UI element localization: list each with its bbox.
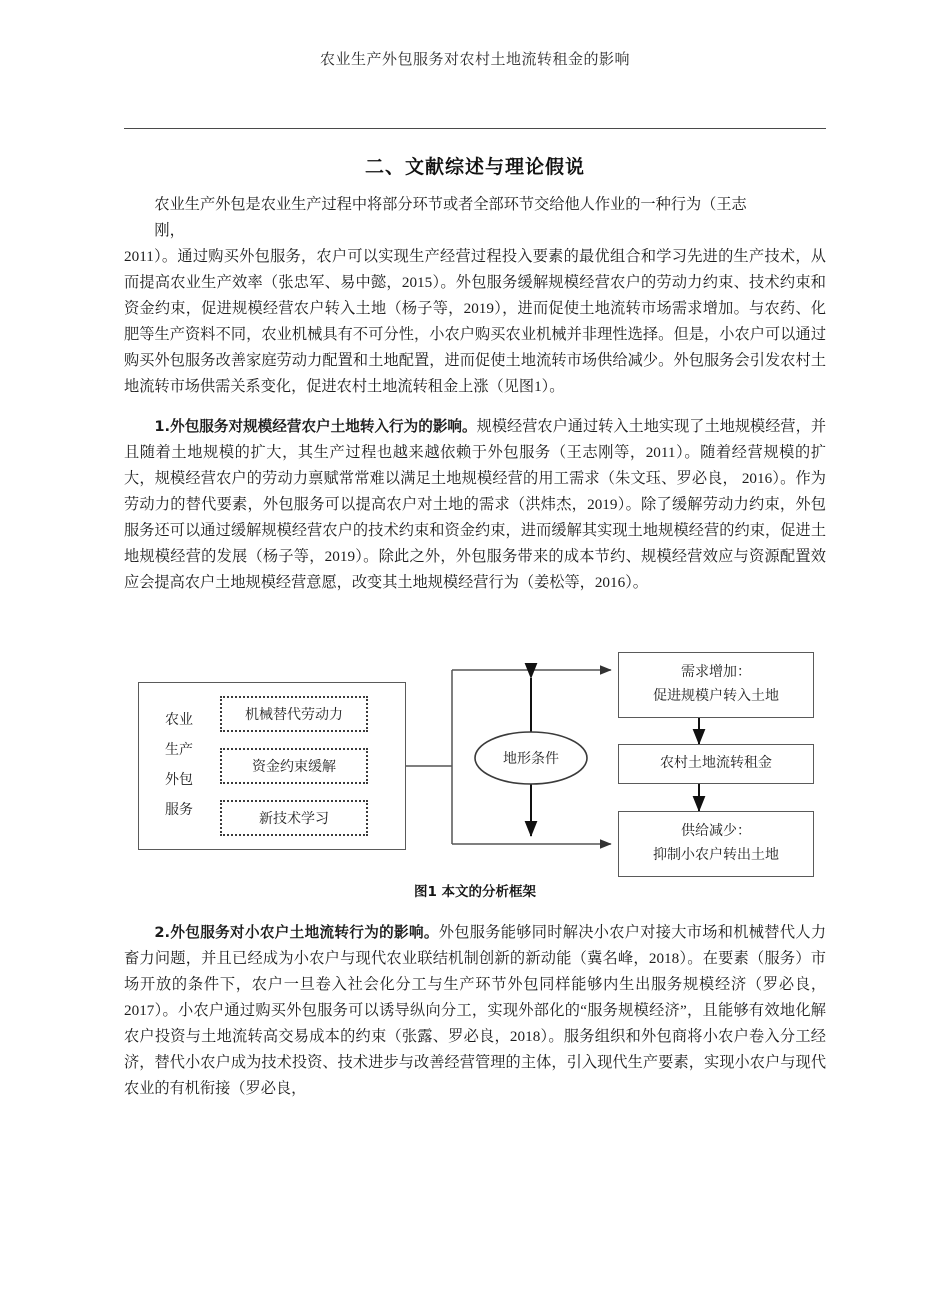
figure-1 <box>124 648 826 938</box>
paragraph-2-text <box>124 414 826 596</box>
new-technology-item-label: 新技术学习 <box>259 812 329 827</box>
outsourcing-service-label <box>154 696 204 836</box>
supply-decrease-line-2: 抑制小农户转出土地 <box>653 848 779 863</box>
paragraph-3-text <box>124 920 826 1102</box>
capital-constraint-item-label: 资金约束缓解 <box>252 760 336 775</box>
land-rent-label: 农村土地流转租金 <box>660 756 772 771</box>
supply-decrease-line-1: 供给减少： <box>681 824 751 839</box>
stack-label-line-1: 农业 <box>165 713 193 728</box>
paragraph-1 <box>124 192 826 400</box>
running-header: 农业生产外包服务对农村土地流转租金的影响 <box>319 52 630 68</box>
stack-label-line-3: 外包 <box>165 773 193 788</box>
paragraph-2-heading: 1.外包服务对规模经营农户土地转入行为的影响。 <box>154 418 477 435</box>
paragraph-2-body: 规模经营农户通过转入土地实现了土地规模经营，并且随着土地规模的扩大，其生产过程也越来越依赖于外包服务（王志刚等，2011）。随着经营规模的扩大，规模经营农户的劳动力禀赋常常难以满足土地规模经营的用工需求（朱文珏、罗必良， 2016）。作为劳动力的替代要素，外包服务可以提高农户对土地的需求（洪炜杰，2019）。除了缓解劳动力约束，外包服务还可以通过缓解规模经营农户的技术约束和资金约束，进而缓解其实现土地规模经营的约束，促进土地规模经营的发展（杨子等，2019）。除此之外，外包服务带来的成本节约、规模经营效应与资源配置效应会提高农户土地规模经营意愿，改变其土地规模经营行为（姜松等，2016）。 <box>124 418 827 591</box>
paragraph-3-heading: 2.外包服务对小农户土地流转行为的影响。 <box>154 924 439 941</box>
figure-1-caption: 图1 本文的分析框架 <box>413 884 537 900</box>
paragraph-3 <box>124 920 826 1102</box>
mechanization-item-label: 机械替代劳动力 <box>245 708 343 723</box>
moderator-ellipse <box>475 732 587 784</box>
demand-increase-line-1: 需求增加： <box>681 665 751 680</box>
paragraph-1-line-2: 刚， <box>154 222 185 239</box>
page-title: 二、文献综述与理论假说 <box>364 156 585 178</box>
capital-constraint-item <box>220 748 368 784</box>
header-rule <box>124 128 826 129</box>
paragraph-2 <box>124 414 826 596</box>
moderator-label: 地形条件 <box>503 752 559 767</box>
stack-label-line-2: 生产 <box>165 743 193 758</box>
new-technology-item <box>220 800 368 836</box>
demand-increase-box <box>618 652 814 718</box>
paragraph-1-rest: 2011）。通过购买外包服务，农户可以实现生产经营过程投入要素的最优组合和学习先进的生产技术，从而提高农业生产效率（张忠军、易中懿，2015）。外包服务缓解规模经营农户的劳动力约束、技术约束和资金约束，促进规模经营农户转入土地（杨子等，2019），进而促使土地流转市场需求增加。与农药、化肥等生产资料不同，农业机械具有不可分性，小农户购买农业机械并非理性选择。但是，小农户可以通过购买外包服务改善家庭劳动力配置和土地配置，进而促使土地流转市场供给减少。外包服务会引发农村土地流转市场供需关系变化，促进农村土地流转租金上涨（见图1）。 <box>124 248 826 395</box>
supply-decrease-box <box>618 811 814 877</box>
paragraph-3-body: 外包服务能够同时解决小农户对接大市场和机械替代人力畜力问题，并且已经成为小农户与现代农业联结机制创新的新动能（冀名峰，2018）。在要素（服务）市场开放的条件下，农户一旦卷入社会化分工与生产环节外包同样能够内生出服务规模经济（罗必良，2017）。小农户通过购买外包服务可以诱导纵向分工，实现外部化的“服务规模经济”，且能够有效地化解农户投资与土地流转高交易成本的约束（张露、罗必良，2018）。服务组织和外包商将小农户卷入分工经济，替代小农户成为技术投资、技术进步与改善经营管理的主体，引入现代生产要素，实现小农户与现代农业的有机衔接（罗必良， <box>124 924 827 1097</box>
figure-1-canvas <box>124 648 826 883</box>
stack-label-line-4: 服务 <box>165 803 193 818</box>
paragraph-1-line-1: 农业生产外包是农业生产过程中将部分环节或者全部环节交给他人作业的一种行为（王志 <box>154 196 747 213</box>
mechanization-item <box>220 696 368 732</box>
land-rent-box <box>618 744 814 784</box>
demand-increase-line-2: 促进规模户转入土地 <box>653 689 779 704</box>
